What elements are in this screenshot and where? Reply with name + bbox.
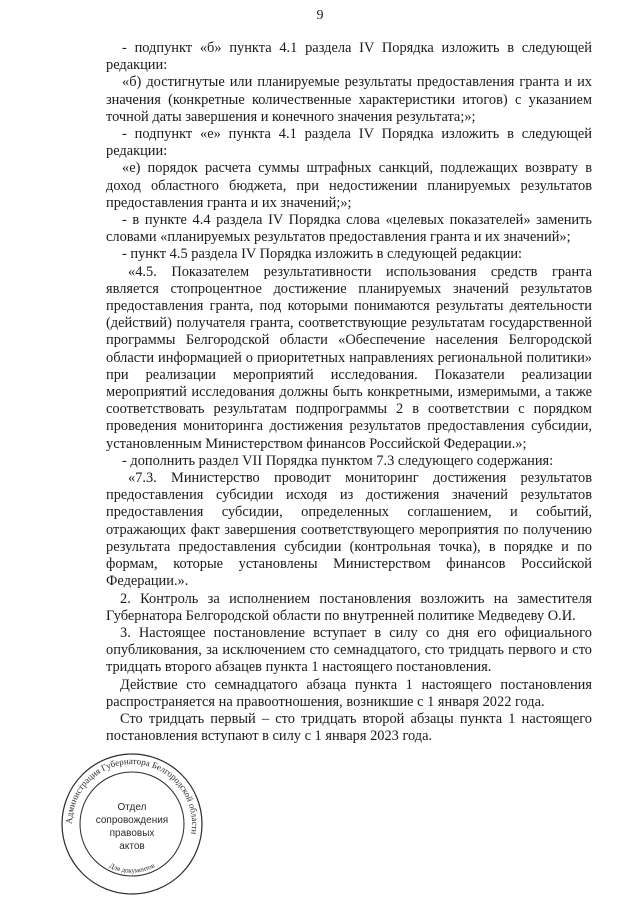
paragraph-4-4: - в пункте 4.4 раздела IV Порядка слова «целевых показателей» заменить словами «планируемых результатов предоставления гранта и их значений»; (106, 212, 592, 246)
paragraph-amend-7-3: - дополнить раздел VII Порядка пунктом 7.3 следующего содержания: (122, 452, 554, 469)
paragraph-4-5-text: «4.5. Показателем результативности использования средств гранта является стопроцентное достижение планируемых значений результатов предоставления гранта, под которыми понимаются результаты деятельности (действий) получателя гранта, соответствующие результатам государственной программы Белгородской области «Обеспечение населения Белгородской области информацией о приоритетных направлениях региональной политики» при реализации мероприятий исследования. Показатели реализации мероприятий исследования должны быть конкретными, измеримыми, а также соответствовать результатам подпрограммы 2 в соответствии с порядком проведения мониторинга достижения результатов предоставления субсидии, установленным Министерством финансов Российской Федерации.»; (106, 263, 592, 452)
paragraph-b-text: «б) достигнутые или планируемые результаты предоставления гранта и их значения (конкретные количественные характеристики итогов) с указанием точной даты завершения и конечного значения результата;»; (106, 74, 592, 125)
paragraph-point-2: 2. Контроль за исполнением постановления возложить на заместителя Губернатора Белгородской области по внутренней политике Медведеву О.И. (106, 590, 592, 624)
paragraph-effect-2022: Действие сто семнадцатого абзаца пункта 1 настоящего постановления распространяется на правоотношения, возникшие с 1 января 2022 года. (106, 676, 592, 710)
stamp-line-1: Отдел (117, 802, 147, 813)
paragraph-e-text: «е) порядок расчета суммы штрафных санкций, подлежащих возврату в доход областного бюджета, при недостижении планируемых результатов предоставления гранта и их значений;»; (106, 160, 592, 211)
paragraph-amend-4-5: - пункт 4.5 раздела IV Порядка изложить в следующей редакции: (122, 246, 523, 263)
stamp-ring-text: Администрация Губернатора Белгородской области (63, 755, 201, 836)
paragraph-point-3: 3. Настоящее постановление вступает в силу со дня его официального опубликования, за исключением сто семнадцатого, сто тридцать первого и сто тридцать второго абзацев пункта 1 настоящего постановления. (106, 624, 592, 676)
stamp-line-2: сопровождения (95, 815, 169, 826)
paragraph-7-3-text: «7.3. Министерство проводит мониторинг достижения результатов предоставления субсидии исходя из достижения значений результатов предоставления субсидии, определенных соглашением, и событий, отражающих факт завершения соответствующего мероприятия по получению результата предоставления субсидии (контрольная точка), в порядке и по формам, которые установлены Министерством финансов Российской Федерации.». (106, 470, 592, 590)
stamp-line-4: актов (119, 841, 145, 852)
paragraph-amend-e: - подпункт «е» пункта 4.1 раздела IV Порядка изложить в следующей редакции: (106, 126, 592, 160)
document-body (106, 40, 592, 745)
page-number: 9 (316, 8, 324, 23)
paragraph-amend-b: - подпункт «б» пункта 4.1 раздела IV Порядка изложить в следующей редакции: (106, 40, 592, 74)
stamp-inner-text: Для документов (107, 861, 157, 875)
office-stamp (60, 752, 204, 896)
paragraph-effect-2023: Сто тридцать первый – сто тридцать второй абзацы пункта 1 настоящего постановления вступают в силу с 1 января 2023 года. (106, 710, 592, 745)
stamp-line-3: правовых (109, 828, 155, 839)
